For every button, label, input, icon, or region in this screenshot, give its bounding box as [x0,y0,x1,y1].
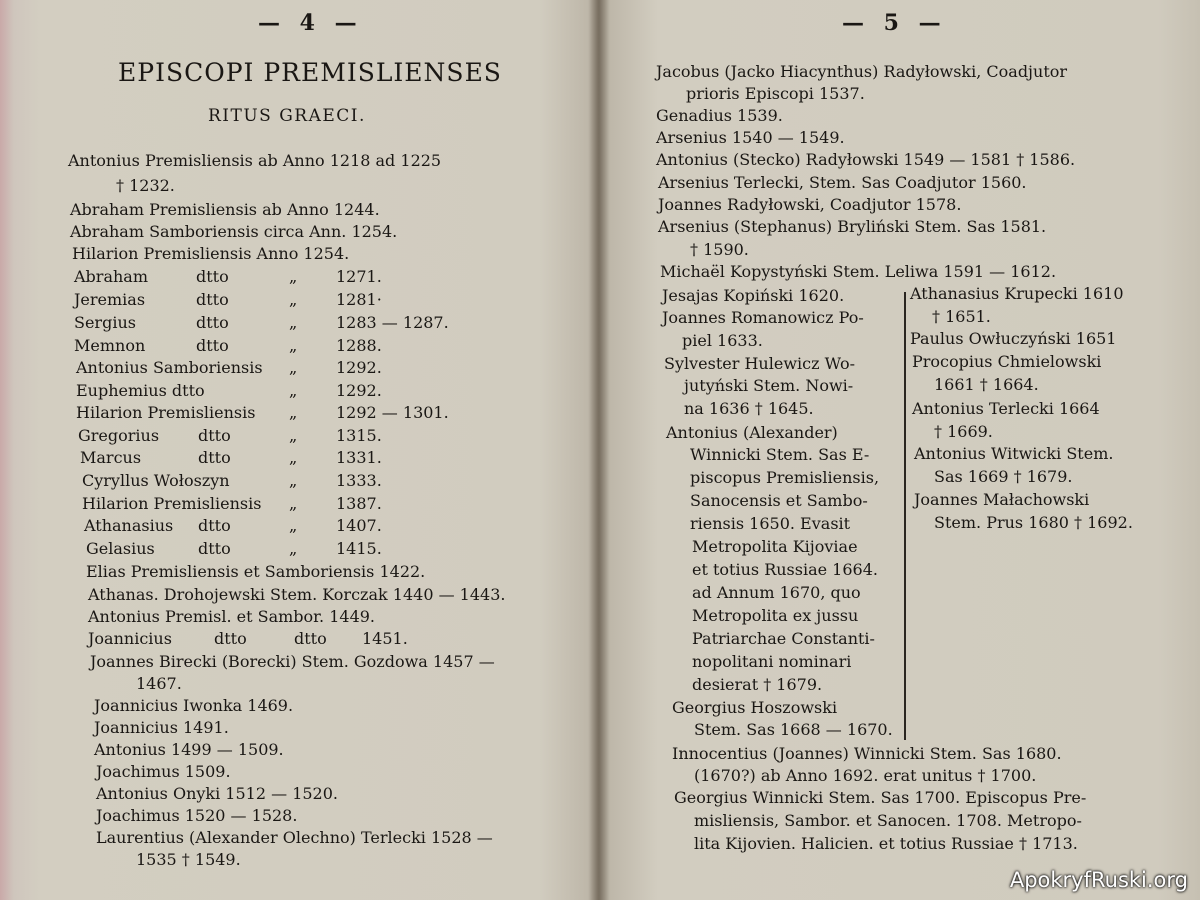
entry-line: Hilarion Premisliensis Anno 1254. [72,244,350,263]
column-line: Winnicki Stem. Sas E- [690,445,870,464]
table-row-name: Marcus [80,448,142,467]
entry-line: † 1232. [116,176,175,195]
table-row-year: 1292. [336,358,382,377]
table-row-year: 1407. [336,516,382,535]
column-line: Georgius Hoszowski [672,698,838,717]
entry-line: Joannicius Iwonka 1469. [94,696,294,715]
column-line: † 1669. [934,422,993,441]
entry-line: Laurentius (Alexander Olechno) Terlecki 1528 — [96,828,493,847]
column-line: Sas 1669 † 1679. [934,467,1073,486]
table-row-ditto-mark: „ [289,290,298,309]
column-line: Paulus Owłuczyński 1651 [910,329,1117,348]
entry-line: Joannes Birecki (Borecki) Stem. Gozdowa 1457 — [90,652,495,671]
entry-line: Antonius Premisliensis ab Anno 1218 ad 1225 [68,151,442,170]
table-row-ditto-mark: „ [289,516,298,535]
table-row-name: Joannicius [88,629,172,648]
entry-line: Elias Premisliensis et Samboriensis 1422. [86,562,426,581]
column-line: Metropolita Kijoviae [692,537,858,556]
page-title: EPISCOPI PREMISLIENSES [118,58,502,87]
table-row-ditto-mark: „ [289,471,298,490]
column-divider [904,292,906,740]
table-row-year: 1292 — 1301. [336,403,449,422]
column-line: 1661 † 1664. [934,375,1039,394]
entry-line: misliensis, Sambor. et Sanocen. 1708. Metropo- [694,811,1082,830]
entry-line: Jacobus (Jacko Hiacynthus) Radyłowski, Coadjutor [656,62,1068,81]
table-row-year: 1333. [336,471,382,490]
table-row-name: Cyryllus Wołoszyn [82,471,230,490]
table-row-dtto: dtto [196,313,229,332]
table-row-year: 1415. [336,539,382,558]
column-line: riensis 1650. Evasit [690,514,851,533]
table-row-year: 1315. [336,426,382,445]
column-line: na 1636 † 1645. [684,399,814,418]
entry-line: Arsenius (Stephanus) Bryliński Stem. Sas 1581. [658,217,1047,236]
entry-line: 1535 † 1549. [136,850,241,869]
book-gutter [588,0,610,900]
table-row-name: Hilarion Premisliensis [76,403,256,422]
table-row-name: Sergius [74,313,136,332]
page-number-right: — 5 — [842,10,947,36]
column-line: Metropolita ex jussu [692,606,859,625]
table-row-dtto: dtto [196,267,229,286]
table-row-name: Jeremias [74,290,146,309]
entry-line: Abraham Premisliensis ab Anno 1244. [70,200,380,219]
table-row-year: 1331. [336,448,382,467]
column-line: Jesajas Kopiński 1620. [662,286,845,305]
entry-line: Genadius 1539. [656,106,783,125]
table-row-name: Gelasius [86,539,155,558]
entry-line: 1467. [136,674,182,693]
table-row-dtto: dtto [214,629,247,648]
column-line: Procopius Chmielowski [912,352,1102,371]
entry-line: Joannes Radyłowski, Coadjutor 1578. [658,195,962,214]
table-row-ditto-mark: „ [289,403,298,422]
table-row-name: Antonius Samboriensis [76,358,263,377]
table-row-name: Athanasius [84,516,174,535]
entry-line: prioris Episcopi 1537. [686,84,865,103]
page-number-left: — 4 — [258,10,363,36]
column-line: Stem. Prus 1680 † 1692. [934,513,1133,532]
entry-line: Joannicius 1491. [94,718,229,737]
column-line: Antonius Terlecki 1664 [912,399,1100,418]
table-row-ditto-mark: „ [289,267,298,286]
column-line: Sylvester Hulewicz Wo- [664,354,855,373]
table-row-name: Hilarion Premisliensis [82,494,262,513]
entry-line: Joachimus 1509. [96,762,231,781]
table-row-ditto-mark: „ [289,358,298,377]
column-line: Patriarchae Constanti- [692,629,875,648]
watermark: ApokryfRuski.org [1009,868,1188,892]
table-row-dtto: dtto [198,516,231,535]
column-line: piscopus Premisliensis, [690,468,880,487]
table-row-ditto-mark: „ [289,539,298,558]
table-row-year: 1271. [336,267,382,286]
table-row-ditto-mark: „ [289,426,298,445]
column-line: Stem. Sas 1668 — 1670. [694,720,893,739]
entry-line: (1670?) ab Anno 1692. erat unitus † 1700. [694,766,1037,785]
entry-line: Antonius (Stecko) Radyłowski 1549 — 1581 † 1586. [656,150,1076,169]
entry-line: Athanas. Drohojewski Stem. Korczak 1440 — 1443. [88,585,506,604]
column-line: Antonius Witwicki Stem. [914,444,1114,463]
column-line: ad Annum 1670, quo [692,583,861,602]
entry-line: Arsenius 1540 — 1549. [656,128,845,147]
table-row-year: 1288. [336,336,382,355]
entry-line: Joachimus 1520 — 1528. [96,806,298,825]
table-row-year: 1387. [336,494,382,513]
column-line: Antonius (Alexander) [666,423,838,442]
entry-line: Antonius Onyki 1512 — 1520. [96,784,338,803]
column-line: Joannes Romanowicz Po- [662,308,864,327]
table-row-name: Memnon [74,336,146,355]
table-row-year: 1451. [362,629,408,648]
table-row-dtto: dtto [196,336,229,355]
entry-line: Michaël Kopystyński Stem. Leliwa 1591 — 1612. [660,262,1057,281]
table-row-name: Abraham [74,267,148,286]
entry-line: lita Kijovien. Halicien. et totius Russiae † 1713. [694,834,1078,853]
column-line: jutyński Stem. Nowi- [684,376,854,395]
entry-line: Arsenius Terlecki, Stem. Sas Coadjutor 1560. [658,173,1027,192]
column-line: Joannes Małachowski [914,490,1090,509]
table-row-dtto: dtto [198,426,231,445]
table-row-ditto-mark: „ [289,448,298,467]
table-row-ditto-mark: „ [289,381,298,400]
column-line: nopolitani nominari [692,652,852,671]
table-row-ditto-mark: „ [289,494,298,513]
table-row-ditto-mark: „ [289,336,298,355]
table-row-dtto: dtto [198,539,231,558]
entry-line: Innocentius (Joannes) Winnicki Stem. Sas 1680. [672,744,1062,763]
entry-line: Georgius Winnicki Stem. Sas 1700. Episcopus Pre- [674,788,1087,807]
table-row-dtto: dtto [294,629,327,648]
table-row-ditto-mark: „ [289,313,298,332]
entry-line: Antonius 1499 — 1509. [94,740,284,759]
column-line: piel 1633. [682,331,763,350]
table-row-dtto: dtto [198,448,231,467]
column-line: et totius Russiae 1664. [692,560,878,579]
table-row-year: 1281· [336,290,382,309]
entry-line: Abraham Samboriensis circa Ann. 1254. [70,222,398,241]
table-row-year: 1292. [336,381,382,400]
page-subtitle: RITUS GRAECI. [208,106,366,126]
table-row-name: Gregorius [78,426,160,445]
column-line: † 1651. [932,307,991,326]
entry-line: † 1590. [690,240,749,259]
column-line: desierat † 1679. [692,675,823,694]
table-row-name: Euphemius dtto [76,381,205,400]
table-row-dtto: dtto [196,290,229,309]
table-row-year: 1283 — 1287. [336,313,449,332]
column-line: Athanasius Krupecki 1610 [910,284,1124,303]
entry-line: Antonius Premisl. et Sambor. 1449. [88,607,376,626]
column-line: Sanocensis et Sambo- [690,491,868,510]
